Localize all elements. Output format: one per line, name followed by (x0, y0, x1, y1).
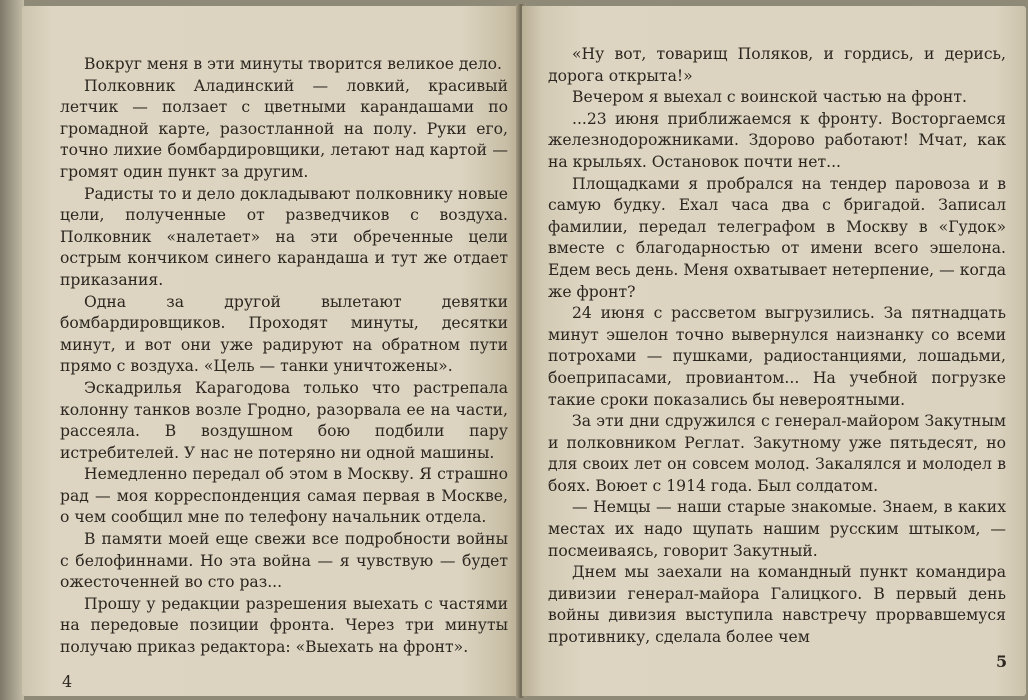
right-page-text (548, 44, 1006, 649)
paragraph: Вечером я выехал с воинской частью на фронт. (572, 88, 967, 107)
paragraph: — Немцы — наши старые знакомые. Знаем, в каких местах их надо щупать нашим русским штыком, — посмеиваясь, говорит Закутный. (548, 498, 1006, 560)
paragraph: Прошу у редакции разрешения выехать с частями на передовые позиции фронта. Через три минуты получаю приказ редактора: «Выехать на фронт». (60, 594, 508, 657)
paragraph: ...23 июня приближаемся к фронту. Восторгаемся железнодорожниками. Здорово работают! Мчат, как на крыльях. Остановок почти нет... (548, 109, 1006, 171)
paragraph: Площадками я пробрался на тендер паровоза и в самую будку. Ехал часа два с бригадой. Записал фамилии, передал телеграфом в Москву в «Гудок» вместе с благодарностью от имени всего эшелона. Едем весь день. Меня охватывает нетерпение, — когда же фронт? (548, 174, 1006, 301)
paragraph: 24 июня с рассветом выгрузились. За пятнадцать минут эшелон точно вывернулся наизнанку со всеми потрохами — пушками, радиостанциями, лошадьми, боеприпасами, провиантом... На учебной погрузке такие сроки показались бы невероятными. (548, 304, 1006, 409)
book-cover-edge (0, 0, 24, 700)
page-number-left: 4 (62, 672, 73, 691)
right-page (522, 6, 1026, 696)
paragraph: Эскадрилья Карагодова только что растрепала колонну танков возле Гродно, разорвала ее на части, рассеяла. В воздушном бою подбили пару истребителей. У нас не потеряно ни одной машины. (60, 378, 508, 462)
left-page (22, 6, 520, 696)
paragraph: Радисты то и дело докладывают полковнику новые цели, полученные от разведчиков с воздуха. Полковник «налетает» на эти обреченные цели острым кончиком синего карандаша и тут же отдает приказания. (60, 184, 508, 289)
left-page-text (60, 54, 508, 659)
paragraph: Немедленно передал об этом в Москву. Я страшно рад — моя корреспонденция самая первая в Москве, о чем сообщил мне по телефону начальник отдела. (60, 465, 508, 527)
paragraph: Одна за другой вылетают девятки бомбардировщиков. Проходят минуты, десятки минут, и вот они уже радируют на обратном пути прямо с воздуха. «Цель — танки уничтожены». (60, 292, 508, 376)
paragraph: Вокруг меня в эти минуты творится великое дело. (84, 55, 502, 73)
page-number-right: 5 (996, 652, 1008, 671)
paragraph: «Ну вот, товарищ Поляков, и гордись, и дерись, дорога открыта!» (548, 45, 1006, 85)
paragraph: Днем мы заехали на командный пункт командира дивизии генерал-майора Галицкого. В первый день войны дивизия выступила навстречу прорвавшемуся противнику, сделала более чем (548, 563, 1006, 647)
paragraph: В памяти моей еще свежи все подробности войны с белофиннами. Но эта война — я чувствую — будет ожесточенней во сто раз... (60, 530, 508, 592)
paragraph: Полковник Аладинский — ловкий, красивый летчик — ползает с цветными карандашами по громадной карте, разостланной на полу. Руки его, точно лихие бомбардировщики, летают над картой — громят один пункт за другим. (60, 76, 508, 181)
paragraph: За эти дни сдружился с генерал-майором Закутным и полковником Реглат. Закутному уже пятьдесят, но для своих лет он совсем молод. Закалялся и молодел в боях. Воюет с 1914 года. Был солдатом. (548, 412, 1006, 495)
